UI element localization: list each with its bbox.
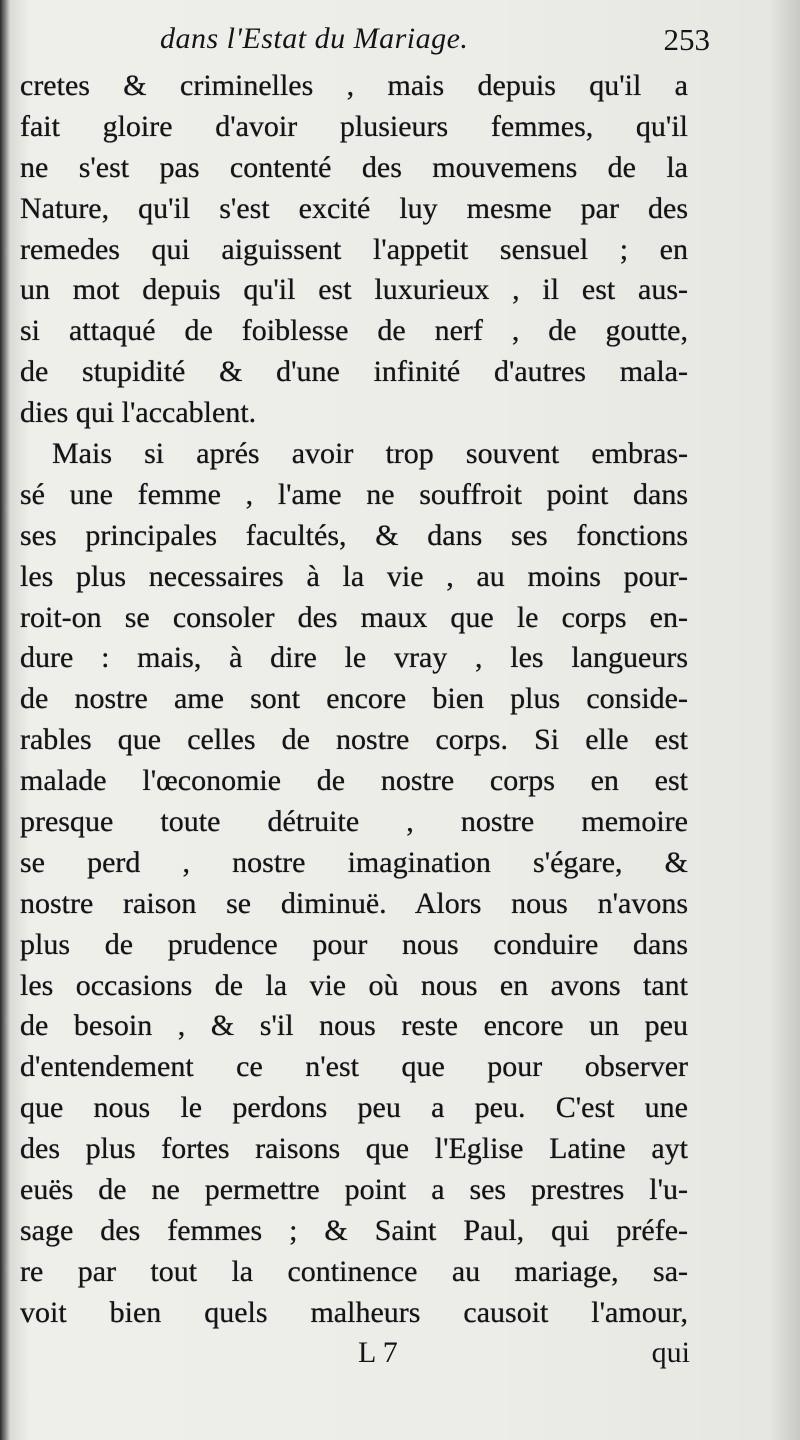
text-line: si attaqué de foiblesse de nerf , de goutte, xyxy=(20,314,688,348)
text-line: re par tout la continence au mariage, sa- xyxy=(20,1254,688,1288)
text-line: dies qui l'accablent. xyxy=(20,396,257,430)
text-line: Mais si aprés avoir trop souvent embras- xyxy=(52,437,688,471)
paragraph-2 xyxy=(20,434,688,1334)
text-line: voit bien quels malheurs causoit l'amour, xyxy=(20,1295,688,1329)
page-header xyxy=(20,18,710,62)
text-line: de besoin , & s'il nous reste encore un peu xyxy=(20,1009,688,1043)
text-line: les occasions de la vie où nous en avons tant xyxy=(20,968,688,1002)
text-line: nostre raison se diminuë. Alors nous n'avons xyxy=(20,886,688,920)
running-title: dans l'Estat du Mariage. xyxy=(160,22,469,55)
text-line: d'entendement ce n'est que pour observer xyxy=(20,1050,688,1084)
text-line: des plus fortes raisons que l'Eglise Latine ayt xyxy=(20,1132,688,1166)
body-text xyxy=(20,66,688,1334)
text-line: sé une femme , l'ame ne souffroit point dans xyxy=(20,477,688,511)
text-line: cretes & criminelles , mais depuis qu'il a xyxy=(20,69,688,102)
text-line: de nostre ame sont encore bien plus conside- xyxy=(20,682,688,716)
text-line: de stupidité & d'une infinité d'autres mala- xyxy=(20,355,688,389)
text-line: dure : mais, à dire le vray , les langueurs xyxy=(20,641,688,675)
text-line: malade l'œconomie de nostre corps en est xyxy=(20,764,688,798)
signature-mark: L 7 xyxy=(358,1336,398,1369)
text-line: remedes qui aiguissent l'appetit sensuel ; en xyxy=(20,232,688,266)
text-line: euës de ne permettre point a ses prestres l'u- xyxy=(20,1173,688,1207)
catchword: qui xyxy=(651,1336,690,1369)
page-footer xyxy=(20,1336,690,1380)
text-line: se perd , nostre imagination s'égare, & xyxy=(20,845,688,879)
text-line: Nature, qu'il s'est excité luy mesme par des xyxy=(20,191,688,225)
text-line: plus de prudence pour nous conduire dans xyxy=(20,927,688,961)
text-line: rables que celles de nostre corps. Si elle est xyxy=(20,723,688,757)
text-line: un mot depuis qu'il est luxurieux , il est aus- xyxy=(20,273,688,307)
text-line: roit-on se consoler des maux que le corps en- xyxy=(20,600,688,634)
text-line: les plus necessaires à la vie , au moins pour- xyxy=(20,559,688,593)
text-line: sage des femmes ; & Saint Paul, qui préfe- xyxy=(20,1213,688,1247)
text-line: presque toute détruite , nostre memoire xyxy=(20,805,688,839)
text-line: fait gloire d'avoir plusieurs femmes, qu'il xyxy=(20,109,688,143)
text-line: ses principales facultés, & dans ses fonctions xyxy=(20,518,688,552)
page-number: 253 xyxy=(663,22,710,57)
text-line: ne s'est pas contenté des mouvemens de la xyxy=(20,150,688,184)
text-line: que nous le perdons peu a peu. C'est une xyxy=(20,1091,688,1125)
paragraph-1 xyxy=(20,66,688,434)
